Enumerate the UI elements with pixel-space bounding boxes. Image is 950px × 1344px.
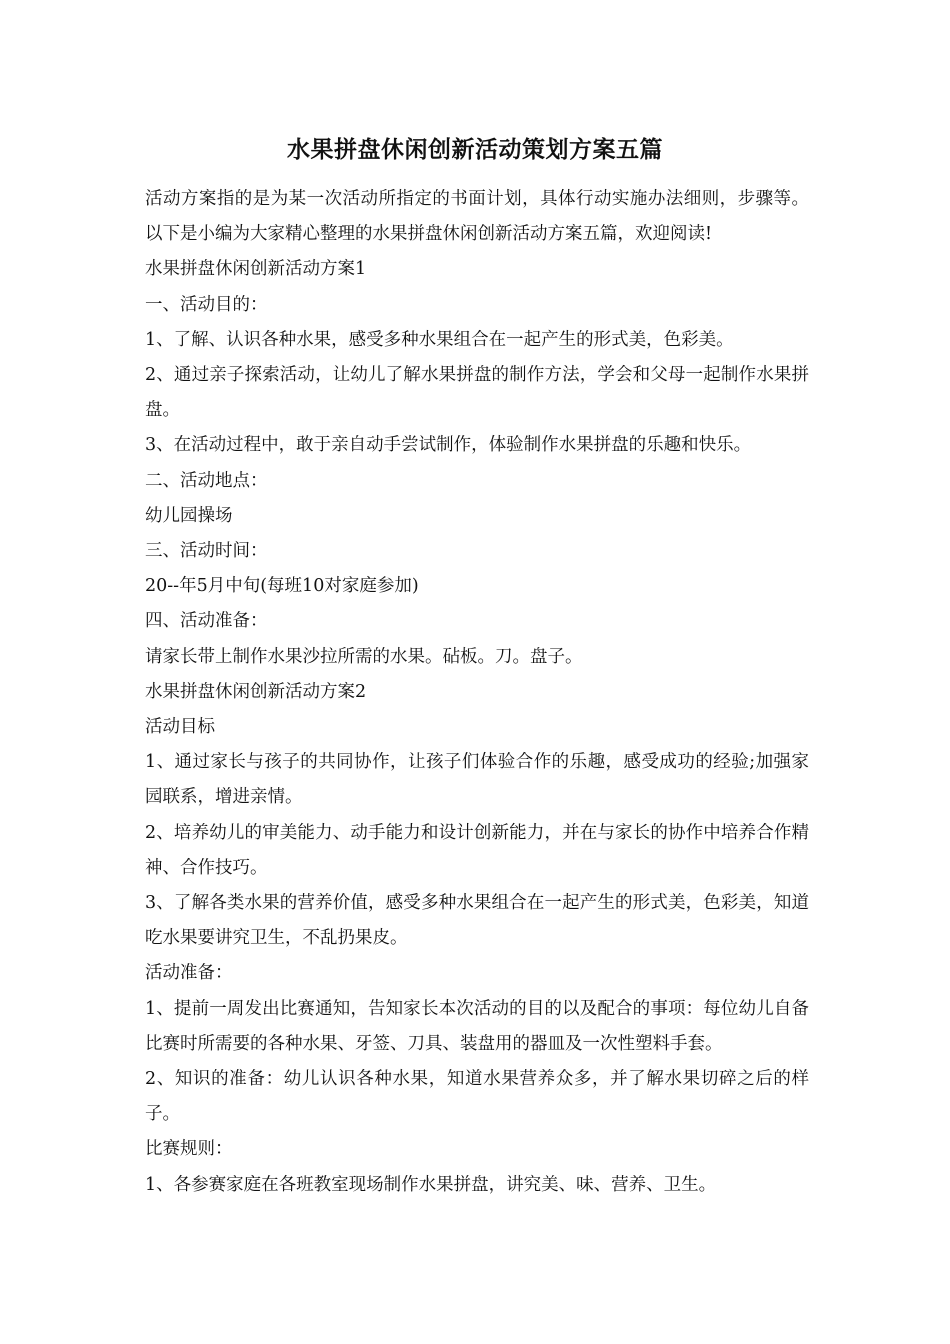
- paragraph: 3、了解各类水果的营养价值，感受多种水果组合在一起产生的形式美，色彩美，知道吃水果要讲究卫生，不乱扔果皮。: [145, 893, 809, 949]
- subheading-rules: 比赛规则：: [145, 1139, 233, 1160]
- paragraph: 1、各参赛家庭在各班教室现场制作水果拼盘，讲究美、味、营养、卫生。: [145, 1174, 717, 1195]
- paragraph: 2、培养幼儿的审美能力、动手能力和设计创新能力，并在与家长的协作中培养合作精神、合作技巧。: [145, 822, 809, 878]
- section-heading-plan-2: 水果拼盘休闲创新活动方案2: [145, 681, 367, 702]
- paragraph: 2、知识的准备：幼儿认识各种水果，知道水果营养众多，并了解水果切碎之后的样子。: [145, 1069, 809, 1125]
- subheading-time: 三、活动时间：: [145, 541, 268, 562]
- subheading-goals: 活动目标: [145, 717, 215, 738]
- paragraph: 20--年5月中旬(每班10对家庭参加): [145, 576, 419, 597]
- paragraph: 1、了解、认识各种水果，感受多种水果组合在一起产生的形式美，色彩美。: [145, 329, 734, 350]
- paragraph: 3、在活动过程中，敢于亲自动手尝试制作，体验制作水果拼盘的乐趣和快乐。: [145, 435, 752, 456]
- paragraph: 请家长带上制作水果沙拉所需的水果。砧板。刀。盘子。: [145, 646, 583, 667]
- intro-paragraph: 活动方案指的是为某一次活动所指定的书面计划，具体行动实施办法细则，步骤等。以下是小编为大家精心整理的水果拼盘休闲创新活动方案五篇，欢迎阅读!: [145, 189, 809, 245]
- subheading-purpose: 一、活动目的：: [145, 294, 268, 315]
- paragraph: 1、提前一周发出比赛通知，告知家长本次活动的目的以及配合的事项：每位幼儿自备比赛时所需要的各种水果、牙签、刀具、装盘用的器皿及一次性塑料手套。: [145, 998, 809, 1054]
- paragraph: 幼儿园操场: [145, 505, 233, 526]
- subheading-activity-preparation: 活动准备：: [145, 963, 233, 984]
- document-title: 水果拼盘休闲创新活动策划方案五篇: [287, 136, 663, 163]
- subheading-preparation: 四、活动准备：: [145, 611, 268, 632]
- paragraph: 2、通过亲子探索活动，让幼儿了解水果拼盘的制作方法，学会和父母一起制作水果拼盘。: [145, 365, 809, 421]
- paragraph: 1、通过家长与孩子的共同协作，让孩子们体验合作的乐趣，感受成功的经验;加强家园联系，增进亲情。: [145, 752, 809, 808]
- subheading-location: 二、活动地点：: [145, 470, 268, 491]
- document-body: [145, 182, 809, 1203]
- section-heading-plan-1: 水果拼盘休闲创新活动方案1: [145, 259, 367, 280]
